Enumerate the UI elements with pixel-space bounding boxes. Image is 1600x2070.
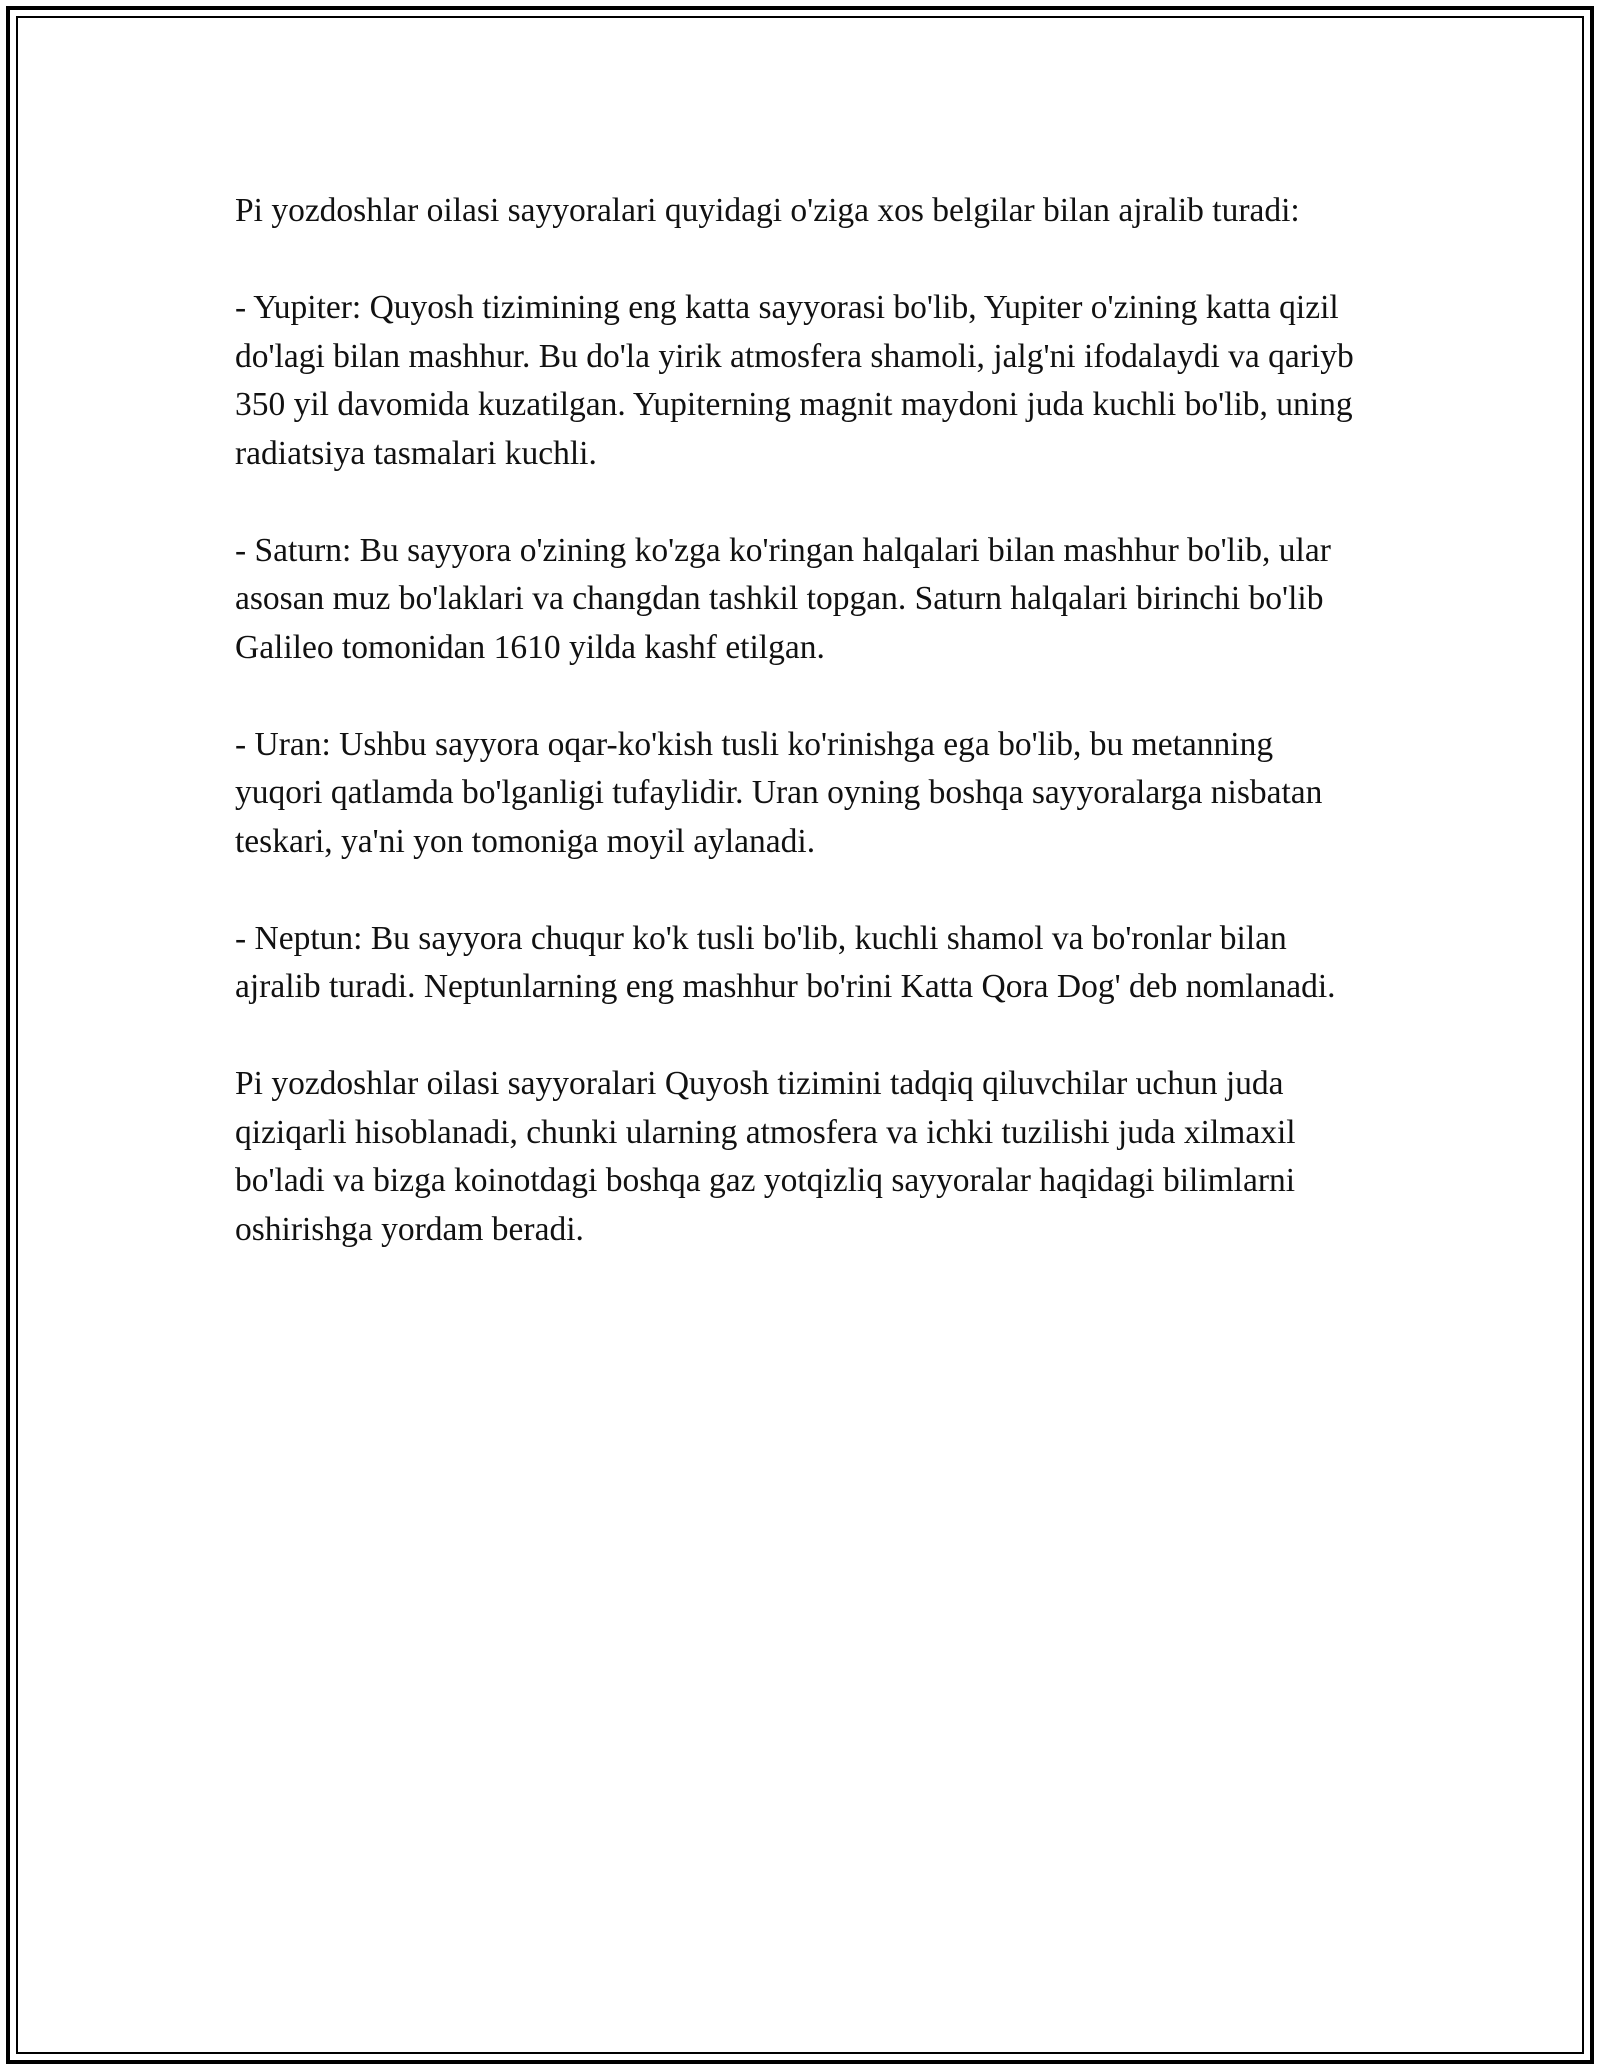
intro-paragraph: Pi yozdoshlar oilasi sayyoralari quyidagi o'ziga xos belgilar bilan ajralib turadi: — [235, 192, 1300, 229]
neptune-paragraph: - Neptun: Bu sayyora chuqur ko'k tusli bo'lib, kuchli shamol va bo'ronlar bilan ajralib turadi. Neptunlarning eng mashhur bo'rini Katta Qora Dog' deb nomlanadi. — [235, 919, 1336, 1005]
uranus-paragraph: - Uran: Ushbu sayyora oqar-ko'kish tusli ko'rinishga ega bo'lib, bu metanning yuqori qatlamda bo'lganligi tufaylidir. Uran oyning boshqa sayyoralarga nisbatan teskari, ya'ni yon tomoniga moyil aylanadi. — [235, 725, 1323, 860]
saturn-paragraph: - Saturn: Bu sayyora o'zining ko'zga ko'ringan halqalari bilan mashhur bo'lib, ular asosan muz bo'laklari va changdan tashkil topgan. Saturn halqalari birinchi bo'lib Galileo tomonidan 1610 yilda kashf etilgan. — [235, 531, 1331, 666]
conclusion-paragraph: Pi yozdoshlar oilasi sayyoralari Quyosh tizimini tadqiq qiluvchilar uchun juda qiziqarli hisoblanadi, chunki ularning atmosfera va ichki tuzilishi juda xilmaxil bo'ladi va bizga koinotdagi boshqa gaz yotqizliq sayyoralar haqidagi bilimlarni oshirishga yordam beradi. — [235, 1065, 1296, 1248]
jupiter-paragraph: - Yupiter: Quyosh tizimining eng katta sayyorasi bo'lib, Yupiter o'zining katta qizil do'lagi bilan mashhur. Bu do'la yirik atmosfera shamoli, jalg'ni ifodalaydi va qariyb 350 yil davomida kuzatilgan. Yupiterning magnit maydoni juda kuchli bo'lib, uning radiatsiya tasmalari kuchli. — [235, 289, 1354, 472]
document-body — [235, 187, 1365, 1254]
